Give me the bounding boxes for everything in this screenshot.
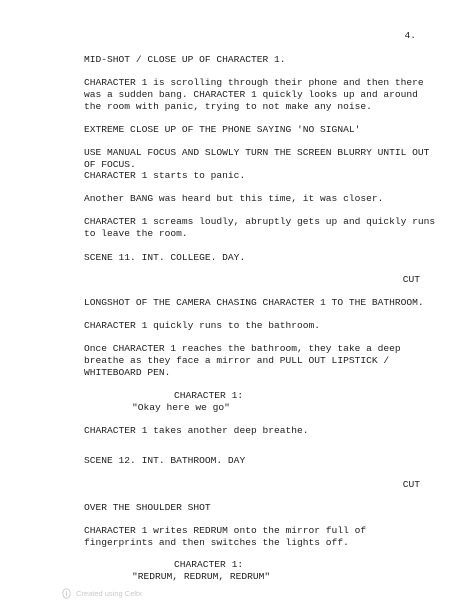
- dialogue-line: "REDRUM, REDRUM, REDRUM": [132, 571, 271, 582]
- shot-direction: EXTREME CLOSE UP OF THE PHONE SAYING 'NO SIGNAL': [84, 124, 361, 135]
- shot-direction: LONGSHOT OF THE CAMERA CHASING CHARACTER 1 TO THE BATHROOM.: [84, 297, 424, 308]
- action-line: CHARACTER 1 is scrolling through their phone and then there: [84, 77, 424, 88]
- celtx-logo-icon: [62, 588, 71, 599]
- shot-direction: OF FOCUS.: [84, 159, 136, 170]
- action-line: CHARACTER 1 starts to panic.: [84, 170, 246, 181]
- shot-direction: OVER THE SHOULDER SHOT: [84, 502, 211, 513]
- action-line: CHARACTER 1 quickly runs to the bathroom.: [84, 320, 321, 331]
- action-line: CHARACTER 1 writes REDRUM onto the mirror full of: [84, 525, 367, 536]
- celtx-footer: [62, 588, 142, 599]
- character-name: CHARACTER 1:: [174, 559, 244, 570]
- action-line: to leave the room.: [84, 228, 188, 239]
- action-line: breathe as they face a mirror and PULL OUT LIPSTICK /: [84, 355, 390, 366]
- transition-cut: CUT: [402, 479, 420, 490]
- action-line: CHARACTER 1 screams loudly, abruptly gets up and quickly runs: [84, 216, 436, 227]
- page-number: 4.: [404, 30, 416, 41]
- action-line: was a sudden bang. CHARACTER 1 quickly looks up and around: [84, 89, 418, 100]
- scene-heading: SCENE 11. INT. COLLEGE. DAY.: [84, 252, 246, 263]
- action-line: the room with panic, trying to not make any noise.: [84, 101, 372, 112]
- dialogue-line: "Okay here we go": [132, 402, 230, 413]
- action-line: Once CHARACTER 1 reaches the bathroom, they take a deep: [84, 343, 401, 354]
- action-line: WHITEBOARD PEN.: [84, 367, 171, 378]
- action-line: Another BANG was heard but this time, it was closer.: [84, 193, 384, 204]
- action-line: CHARACTER 1 takes another deep breathe.: [84, 425, 309, 436]
- scene-heading: SCENE 12. INT. BATHROOM. DAY: [84, 455, 246, 466]
- shot-direction: MID-SHOT / CLOSE UP OF CHARACTER 1.: [84, 54, 286, 65]
- character-name: CHARACTER 1:: [174, 390, 244, 401]
- action-line: fingerprints and then switches the lights off.: [84, 537, 349, 548]
- footer-text: Created using Celtx: [76, 589, 142, 598]
- shot-direction: USE MANUAL FOCUS AND SLOWLY TURN THE SCREEN BLURRY UNTIL OUT: [84, 147, 430, 158]
- transition-cut: CUT: [402, 274, 420, 285]
